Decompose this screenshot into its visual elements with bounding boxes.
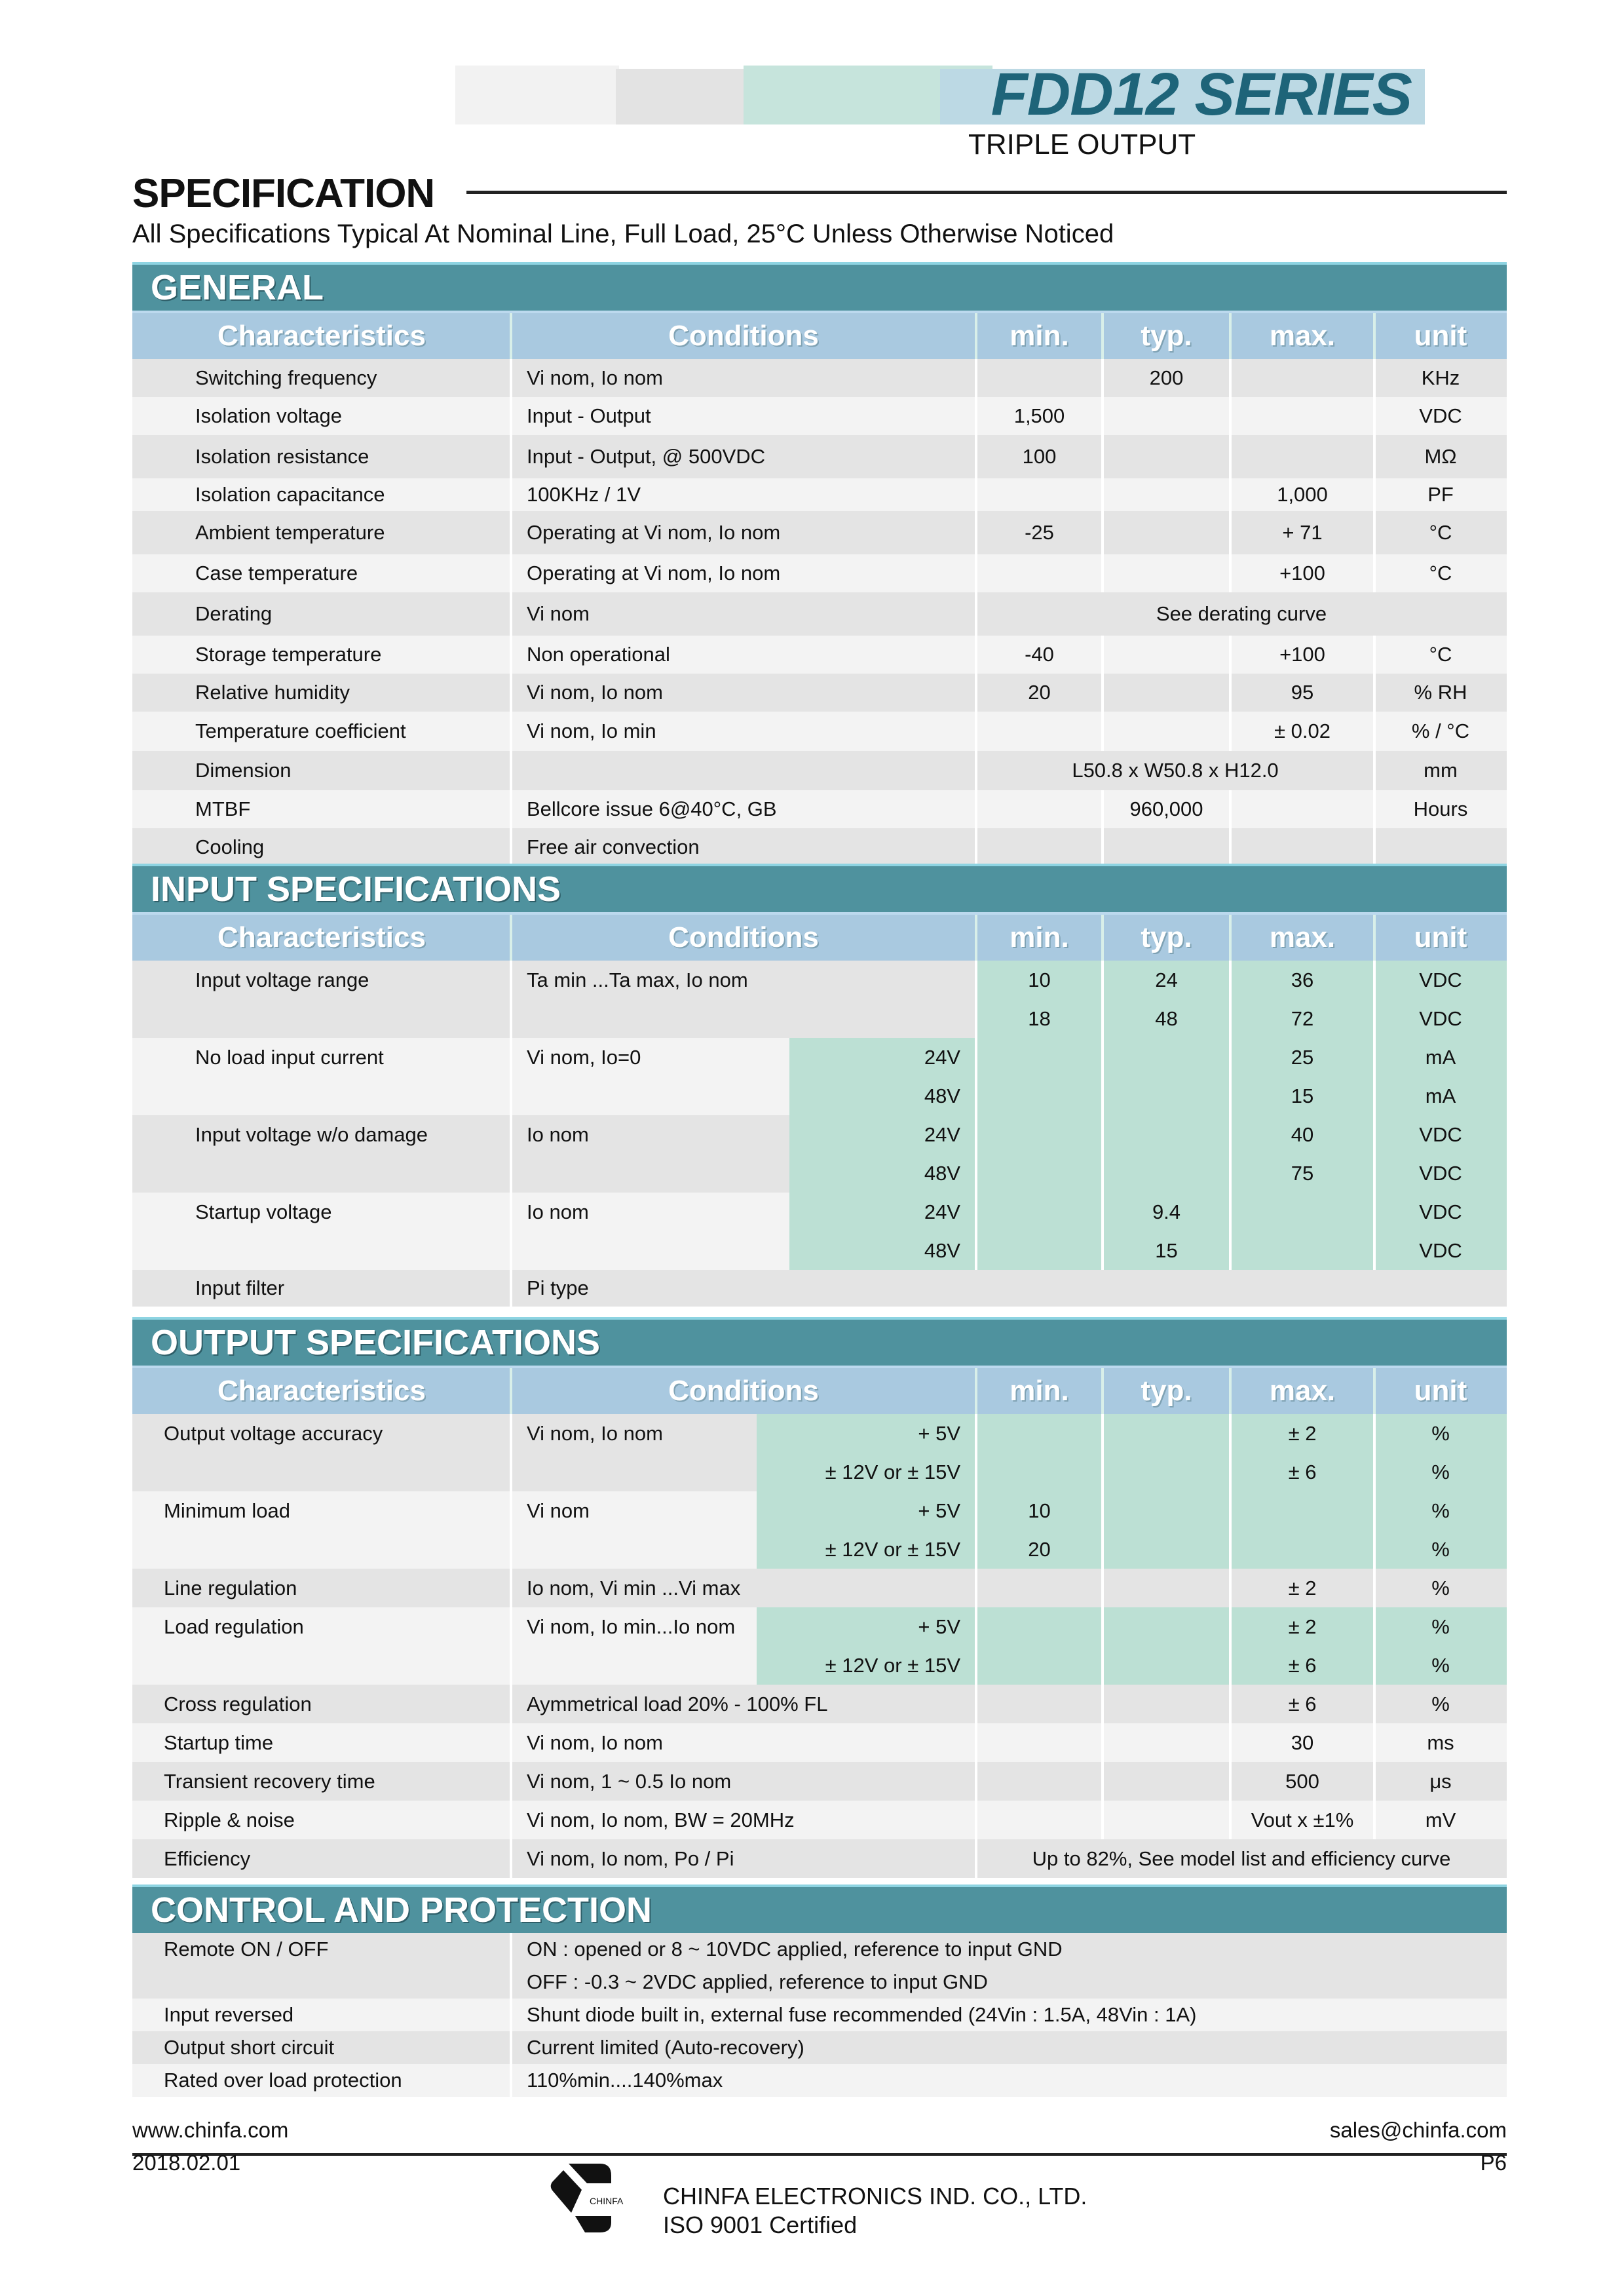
cell: 1,500 (1013, 404, 1065, 427)
table-row (132, 397, 1507, 435)
cell: ± 6 (1288, 1693, 1317, 1715)
series-title: FDD12 SERIES (991, 61, 1412, 128)
cell: ± 12V or ± 15V (825, 1461, 960, 1483)
cell: Input - Output (527, 404, 651, 427)
cell: Case temperature (195, 562, 358, 584)
cell: Load regulation (164, 1615, 304, 1638)
cell: VDC (1419, 1123, 1462, 1146)
section-title: INPUT SPECIFICATIONS (132, 864, 1507, 912)
cell: 48V (924, 1084, 960, 1107)
spec-title: SPECIFICATION (132, 171, 435, 216)
table-row (132, 1999, 1507, 2031)
cell: mA (1425, 1046, 1456, 1069)
footer-divider (132, 2153, 1507, 2156)
cell: Vi nom, Io nom (527, 366, 663, 389)
col-characteristics: Characteristics (217, 1375, 426, 1407)
cell: Bellcore issue 6@40°C, GB (527, 797, 777, 820)
cell: Shunt diode built in, external fuse recommended (24Vin : 1.5A, 48Vin : 1A) (527, 2003, 1197, 2026)
cell: mm (1424, 759, 1458, 782)
certification: ISO 9001 Certified (663, 2211, 858, 2238)
cell: OFF : -0.3 ~ 2VDC applied, reference to input GND (527, 1970, 988, 1993)
cell: % (1431, 1499, 1450, 1522)
col-min: min. (1010, 921, 1069, 953)
cell: 1,000 (1277, 483, 1328, 506)
input-section (132, 864, 1507, 1307)
cell: 30 (1291, 1731, 1314, 1754)
cell: °C (1429, 643, 1452, 666)
series-banner (455, 61, 1425, 128)
general-section (132, 262, 1507, 866)
cell: Free air convection (527, 835, 700, 858)
cell: MTBF (195, 797, 251, 820)
table-row (132, 1270, 1507, 1307)
table-row (132, 1115, 1507, 1193)
cell: 75 (1291, 1162, 1314, 1185)
cell: % (1431, 1461, 1450, 1483)
column-header (132, 311, 1507, 359)
cell: Vi nom (527, 602, 590, 625)
cell: + 5V (918, 1499, 960, 1522)
cell: No load input current (195, 1046, 384, 1069)
cell: Vi nom, Io nom, BW = 20MHz (527, 1808, 795, 1831)
column-header (132, 912, 1507, 961)
cell: 24V (924, 1123, 960, 1146)
table-row (132, 592, 1507, 636)
cell: 15 (1291, 1084, 1314, 1107)
cell: Vout x ±1% (1251, 1808, 1354, 1831)
cell: Ambient temperature (195, 521, 385, 544)
table-row (132, 961, 1507, 1038)
cell: 20 (1028, 1538, 1051, 1561)
section-title: OUTPUT SPECIFICATIONS (132, 1317, 1507, 1366)
cell: 48 (1155, 1007, 1178, 1030)
cell: Input - Output, @ 500VDC (527, 445, 766, 468)
cell: VDC (1419, 1162, 1462, 1185)
col-typ: typ. (1141, 921, 1192, 953)
cell: % / °C (1411, 719, 1470, 742)
table-row (132, 359, 1507, 397)
cell: Operating at Vi nom, Io nom (527, 562, 781, 584)
cell: +100 (1279, 643, 1325, 666)
table-row (132, 1839, 1507, 1878)
table-row (132, 674, 1507, 712)
col-conditions: Conditions (668, 1375, 819, 1407)
table-row (132, 511, 1507, 554)
col-conditions: Conditions (668, 320, 819, 352)
cell: Vi nom, Io nom (527, 1731, 663, 1754)
cell: VDC (1419, 968, 1462, 991)
cell: Vi nom, Io nom (527, 1422, 663, 1445)
col-characteristics: Characteristics (217, 320, 426, 352)
cell: °C (1429, 521, 1452, 544)
table-row (132, 751, 1507, 790)
table-row (132, 435, 1507, 478)
cell: Line regulation (164, 1577, 297, 1599)
cell: VDC (1419, 404, 1462, 427)
footer-email[interactable]: sales@chinfa.com (1329, 2118, 1507, 2142)
section-title: CONTROL AND PROTECTION (132, 1885, 1507, 1933)
cell: VDC (1419, 1200, 1462, 1223)
cell: % (1431, 1538, 1450, 1561)
cell: VDC (1419, 1007, 1462, 1030)
cell: 40 (1291, 1123, 1314, 1146)
cell: 10 (1028, 1499, 1051, 1522)
cell: -40 (1025, 643, 1054, 666)
cell: 20 (1028, 681, 1051, 704)
cell: Io nom (527, 1200, 589, 1223)
col-unit: unit (1414, 320, 1467, 352)
cell: Vi nom, Io min (527, 719, 656, 742)
col-min: min. (1010, 1375, 1069, 1407)
cell: % RH (1414, 681, 1467, 704)
table-row (132, 554, 1507, 592)
cell: 100KHz / 1V (527, 483, 641, 506)
cell: Current limited (Auto-recovery) (527, 2036, 804, 2059)
cell: 110%min....140%max (527, 2069, 723, 2092)
col-max: max. (1269, 320, 1336, 352)
column-header (132, 1366, 1507, 1414)
cell: % (1431, 1615, 1450, 1638)
cell: Vi nom, 1 ~ 0.5 Io nom (527, 1770, 732, 1793)
cell: Startup voltage (195, 1200, 332, 1223)
table-row (132, 1607, 1507, 1685)
cell: 24 (1155, 968, 1178, 991)
cell: -25 (1025, 521, 1054, 544)
cell: Hours (1413, 797, 1468, 820)
cell: 18 (1028, 1007, 1051, 1030)
cell: ± 2 (1288, 1615, 1317, 1638)
control-section (132, 1885, 1507, 2097)
cell: % (1431, 1654, 1450, 1677)
cell: 500 (1285, 1770, 1319, 1793)
cell: ± 0.02 (1274, 719, 1331, 742)
cell: Cross regulation (164, 1693, 312, 1715)
chinfa-logo-icon (549, 2151, 628, 2236)
cell: Input filter (195, 1276, 285, 1299)
cell: 24V (924, 1200, 960, 1223)
table-row (132, 2064, 1507, 2097)
table-row (132, 636, 1507, 674)
section-title: GENERAL (132, 262, 1507, 311)
cell: VDC (1419, 1239, 1462, 1262)
cell: Minimum load (164, 1499, 290, 1522)
cell: See derating curve (1156, 602, 1327, 625)
footer-date: 2018.02.01 (132, 2151, 241, 2175)
cell: ± 2 (1288, 1577, 1317, 1599)
cell: Vi nom, Io nom (527, 681, 663, 704)
cell: Isolation resistance (195, 445, 369, 468)
cell: Io nom, Vi min ...Vi max (527, 1577, 741, 1599)
cell: 36 (1291, 968, 1314, 991)
cell: Temperature coefficient (195, 719, 406, 742)
cell: 15 (1155, 1239, 1178, 1262)
table-row (132, 1193, 1507, 1270)
cell: 200 (1149, 366, 1184, 389)
table-row (132, 1801, 1507, 1839)
col-unit: unit (1414, 1375, 1467, 1407)
cell: Switching frequency (195, 366, 377, 389)
cell: Relative humidity (195, 681, 350, 704)
col-unit: unit (1414, 921, 1467, 953)
svg-text:CHINFA: CHINFA (590, 2196, 624, 2206)
cell: Operating at Vi nom, Io nom (527, 521, 781, 544)
cell: Input voltage range (195, 968, 369, 991)
cell: Input voltage w/o damage (195, 1123, 428, 1146)
cell: L50.8 x W50.8 x H12.0 (1072, 759, 1279, 782)
cell: + 5V (918, 1422, 960, 1445)
cell: Vi nom, Io min...Io nom (527, 1615, 736, 1638)
cell: ON : opened or 8 ~ 10VDC applied, reference to input GND (527, 1938, 1063, 1961)
cell: 100 (1022, 445, 1057, 468)
col-max: max. (1269, 921, 1336, 953)
cell: Remote ON / OFF (164, 1938, 329, 1961)
cell: Output voltage accuracy (164, 1422, 383, 1445)
cell: % (1431, 1693, 1450, 1715)
table-row (132, 712, 1507, 751)
cell: ± 6 (1288, 1461, 1317, 1483)
cell: MΩ (1424, 445, 1457, 468)
cell: 25 (1291, 1046, 1314, 1069)
table-row (132, 1723, 1507, 1762)
cell: Transient recovery time (164, 1770, 375, 1793)
cell: μs (1429, 1770, 1452, 1793)
cell: Vi nom, Io=0 (527, 1046, 641, 1069)
table-row (132, 2031, 1507, 2064)
col-max: max. (1269, 1375, 1336, 1407)
cell: Dimension (195, 759, 292, 782)
cell: 960,000 (1129, 797, 1203, 820)
cell: Startup time (164, 1731, 274, 1754)
cell: 10 (1028, 968, 1051, 991)
cell: 48V (924, 1162, 960, 1185)
col-typ: typ. (1141, 320, 1192, 352)
cell: 95 (1291, 681, 1314, 704)
cell: Up to 82%, See model list and efficiency curve (1032, 1847, 1451, 1870)
cell: ± 6 (1288, 1654, 1317, 1677)
cell: % (1431, 1577, 1450, 1599)
cell: ms (1427, 1731, 1454, 1754)
cell: Output short circuit (164, 2036, 335, 2059)
table-row (132, 828, 1507, 866)
cell: Efficiency (164, 1847, 251, 1870)
col-conditions: Conditions (668, 921, 819, 953)
cell: Isolation voltage (195, 404, 343, 427)
cell: 9.4 (1152, 1200, 1181, 1223)
cell: 48V (924, 1239, 960, 1262)
cell: mA (1425, 1084, 1456, 1107)
cell: Io nom (527, 1123, 589, 1146)
col-typ: typ. (1141, 1375, 1192, 1407)
cell: Ripple & noise (164, 1808, 295, 1831)
cell: + 5V (918, 1615, 960, 1638)
cell: Rated over load protection (164, 2069, 402, 2092)
table-row (132, 790, 1507, 828)
cell: PF (1427, 483, 1454, 506)
cell: 72 (1291, 1007, 1314, 1030)
cell: % (1431, 1422, 1450, 1445)
company-name: CHINFA ELECTRONICS IND. CO., LTD. (663, 2183, 1087, 2210)
output-section (132, 1317, 1507, 1878)
cell: ± 12V or ± 15V (825, 1538, 960, 1561)
cell: Aymmetrical load 20% - 100% FL (527, 1693, 828, 1715)
cell: Vi nom (527, 1499, 590, 1522)
cell: Input reversed (164, 2003, 294, 2026)
spec-divider (466, 191, 1507, 194)
company-info (663, 2182, 1087, 2240)
cell: °C (1429, 562, 1452, 584)
cell: + 71 (1282, 521, 1323, 544)
col-characteristics: Characteristics (217, 921, 426, 953)
cell: Vi nom, Io nom, Po / Pi (527, 1847, 734, 1870)
table-row (132, 1038, 1507, 1115)
cell: Ta min ...Ta max, Io nom (527, 968, 748, 991)
table-row (132, 1491, 1507, 1569)
cell: +100 (1279, 562, 1325, 584)
cell: Storage temperature (195, 643, 382, 666)
table-row (132, 1569, 1507, 1607)
cell: Cooling (195, 835, 265, 858)
col-min: min. (1010, 320, 1069, 352)
cell: Pi type (527, 1276, 589, 1299)
cell: Non operational (527, 643, 670, 666)
table-row (132, 1762, 1507, 1801)
footer-page: P6 (1480, 2151, 1507, 2175)
cell: 24V (924, 1046, 960, 1069)
table-row (132, 1414, 1507, 1491)
cell: ± 2 (1288, 1422, 1317, 1445)
cell: KHz (1421, 366, 1460, 389)
table-row (132, 1933, 1507, 1999)
spec-note: All Specifications Typical At Nominal Line, Full Load, 25°C Unless Otherwise Noticed (132, 220, 1114, 248)
cell: Derating (195, 602, 273, 625)
series-subtitle: TRIPLE OUTPUT (968, 128, 1196, 161)
cell: ± 12V or ± 15V (825, 1654, 960, 1677)
cell: Isolation capacitance (195, 483, 385, 506)
table-row (132, 1685, 1507, 1723)
cell: mV (1425, 1808, 1456, 1831)
table-row (132, 478, 1507, 511)
footer-website[interactable]: www.chinfa.com (132, 2118, 289, 2142)
